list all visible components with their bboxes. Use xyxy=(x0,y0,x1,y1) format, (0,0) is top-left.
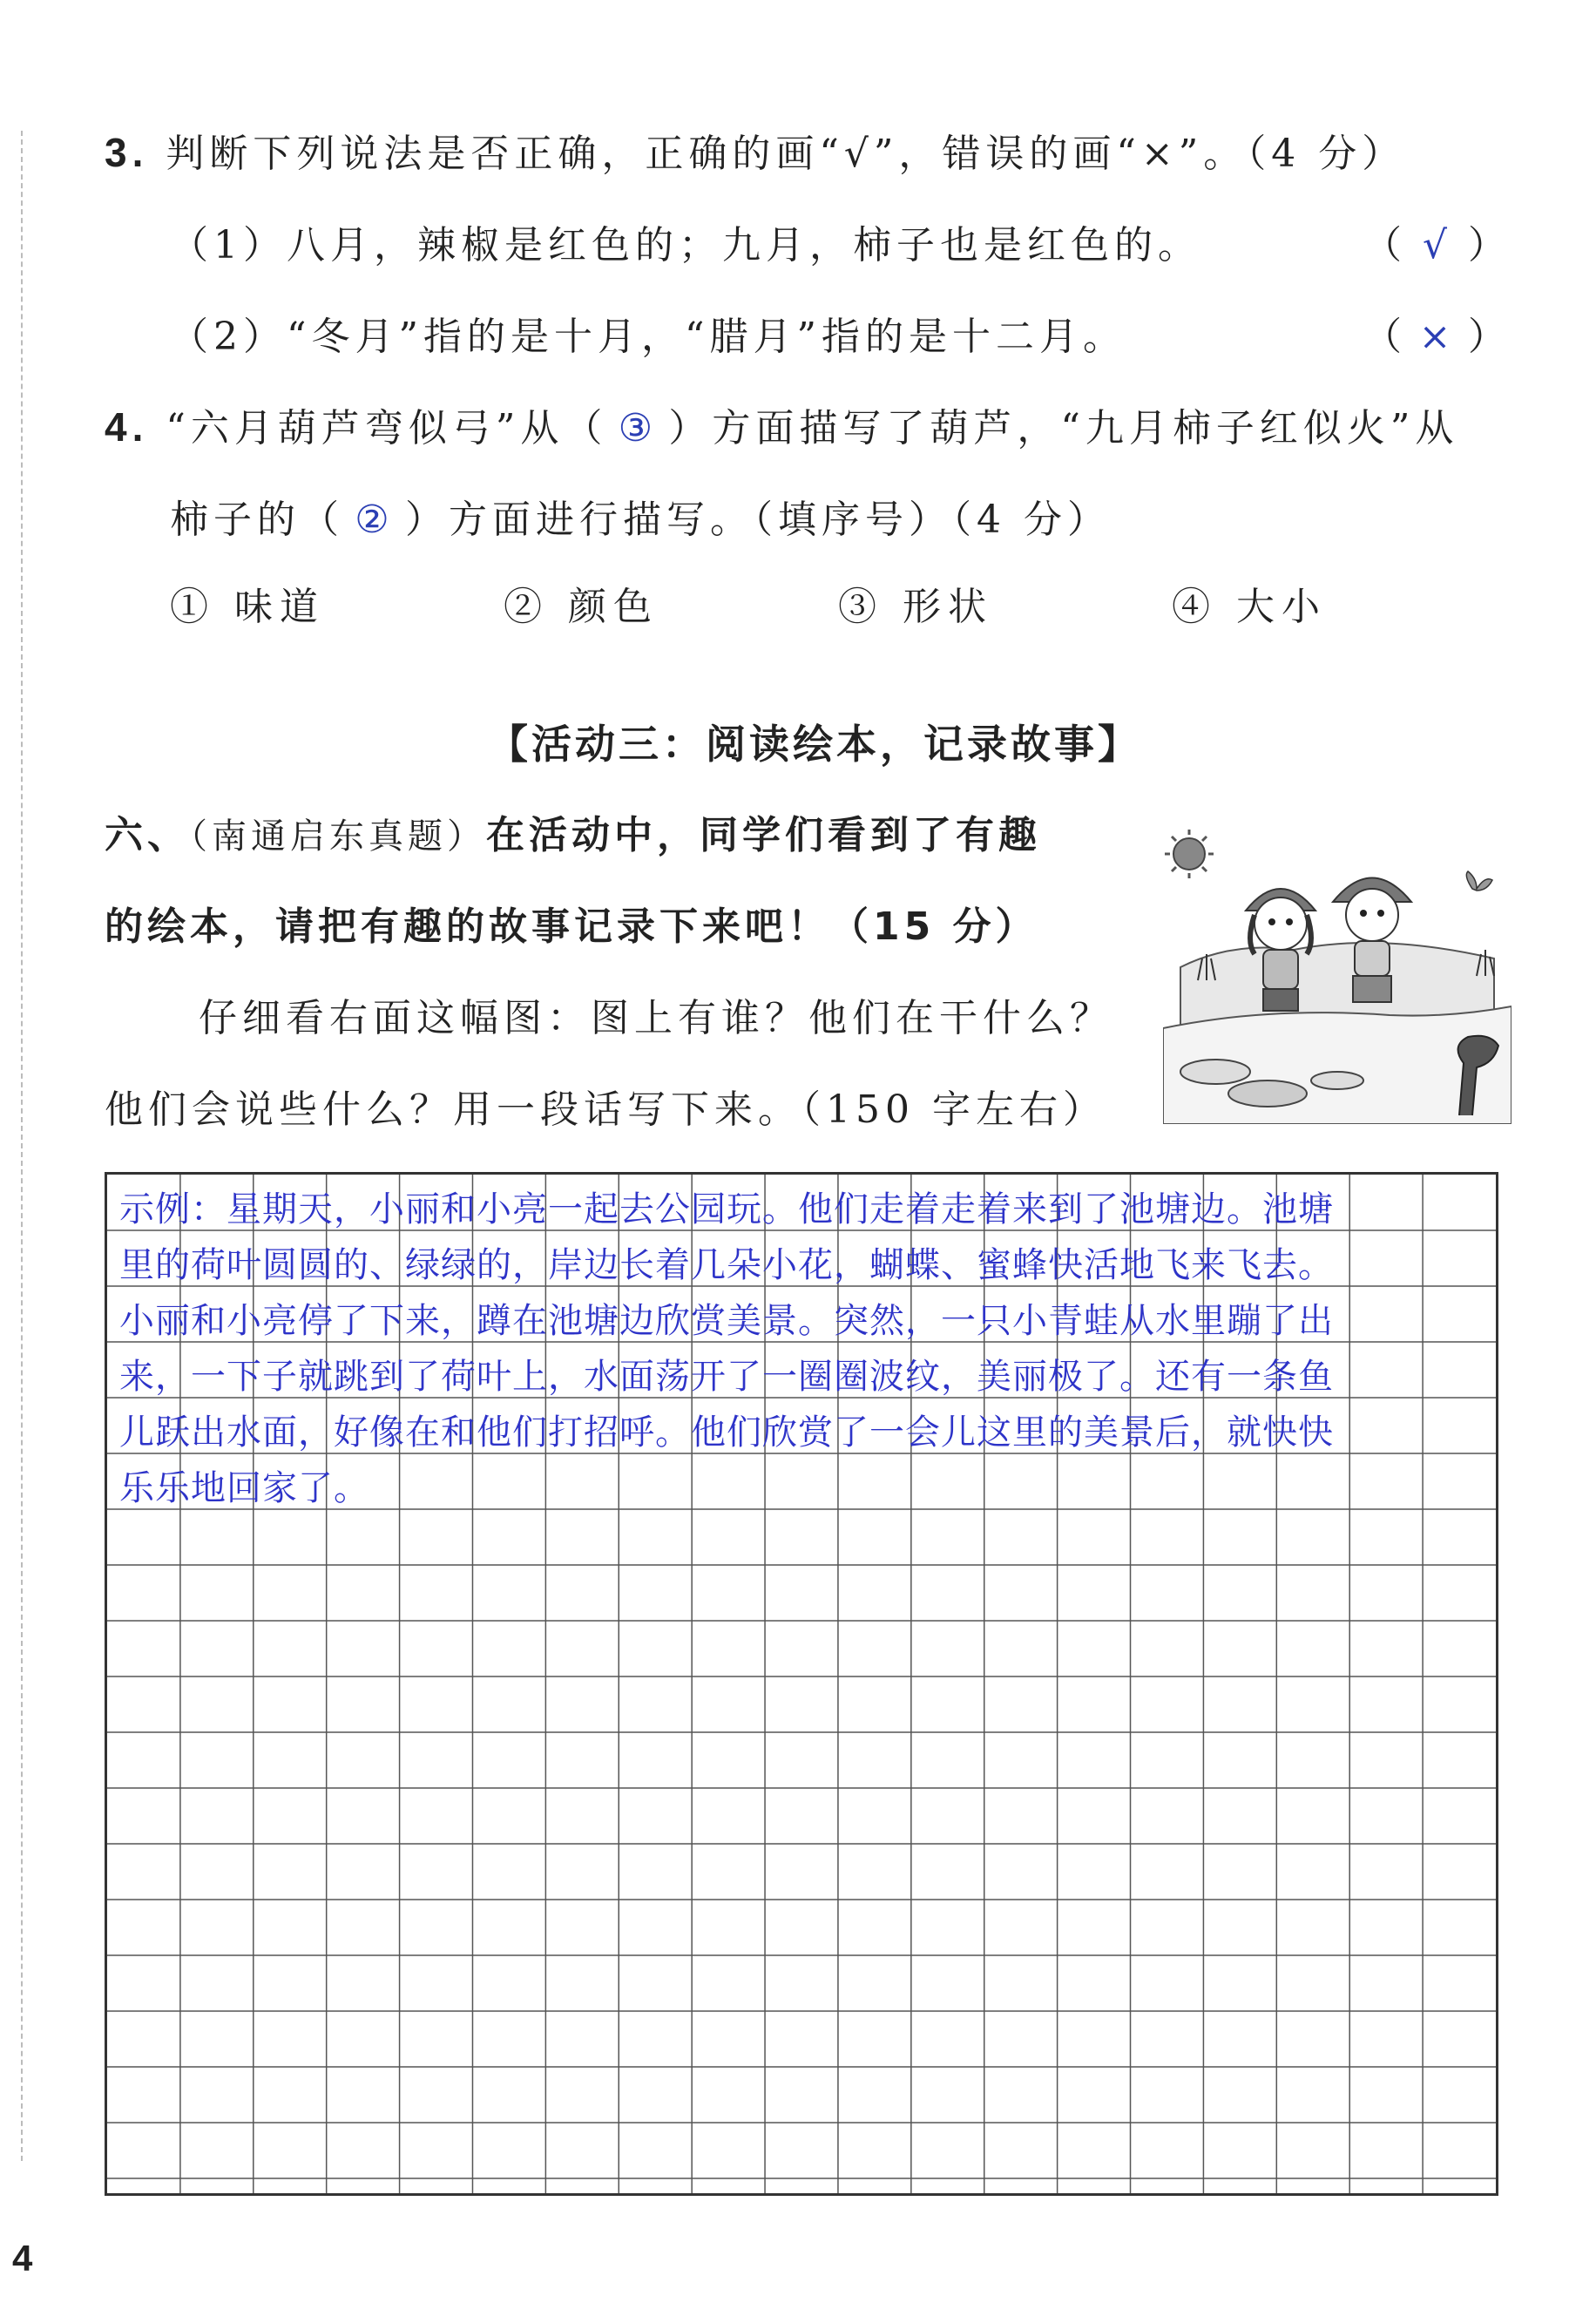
pond-illustration xyxy=(1163,828,1511,1124)
essay-answer xyxy=(107,1175,1501,1523)
essay-line: 示例：星期天，小丽和小亮一起去公园玩。他们走着走着来到了池塘边。池塘 xyxy=(119,1189,1334,1229)
writing-grid xyxy=(105,1172,1498,2196)
q6-source: （南通启东真题） xyxy=(190,816,486,857)
q3-item-1-text: （1）八月，辣椒是红色的；九月，柿子也是红色的。 xyxy=(170,223,1201,268)
q3-stem-text: 判断下列说法是否正确，正确的画“√”，错误的画“×”。（4 分） xyxy=(166,132,1406,176)
q3-item-1 xyxy=(170,213,1201,269)
q6-line-1 xyxy=(105,803,1041,859)
q4-answer-2: ② xyxy=(355,498,395,542)
q4-line-1 xyxy=(105,396,1458,452)
butterfly-icon xyxy=(1466,871,1492,891)
q3-item-2-answer: × xyxy=(1418,315,1457,359)
page-number: 4 xyxy=(12,2238,33,2279)
q4-line-2 xyxy=(170,488,1111,544)
q4-line-1-b: ）方面描写了葫芦，“九月柿子红似火”从 xyxy=(668,406,1459,450)
q3-item-1-answer: √ xyxy=(1422,223,1453,268)
activity-title: 【活动三：阅读绘本，记录故事】 xyxy=(488,721,1141,768)
q4-option-1: ① 味道 xyxy=(170,585,325,629)
q4-line-1-a: “六月葫芦弯似弓”从（ xyxy=(166,406,608,450)
q6-prompt-1: 仔细看右面这幅图：图上有谁？他们在干什么？ xyxy=(199,996,1113,1040)
q3-item-2-answer-box xyxy=(1363,305,1511,361)
q4-number: 4. xyxy=(105,404,149,450)
q3-number: 3. xyxy=(105,130,149,175)
paren-close: ） xyxy=(1468,223,1511,268)
essay-line: 儿跃出水面，好像在和他们打招呼。他们欣赏了一会儿这里的美景后，就快快 xyxy=(119,1412,1334,1453)
essay-line: 小丽和小亮停了下来，蹲在池塘边欣赏美景。突然，一只小青蛙从水里蹦了出 xyxy=(119,1301,1334,1341)
q3-item-2 xyxy=(170,305,1126,361)
paren-close: ） xyxy=(1468,315,1511,359)
q6-line-1-text: 在活动中，同学们看到了有趣 xyxy=(486,813,1041,857)
q3-item-2-text: （2）“冬月”指的是十月，“腊月”指的是十二月。 xyxy=(170,315,1126,359)
binding-margin-line xyxy=(21,131,23,2161)
q6-prompt-2: 他们会说些什么？用一段话写下来。（150 字左右） xyxy=(105,1087,1106,1132)
q4-option-4: ④ 大小 xyxy=(1172,585,1327,629)
paren-open: （ xyxy=(1363,223,1407,268)
essay-line: 来，一下子就跳到了荷叶上，水面荡开了一圈圈波纹，美丽极了。还有一条鱼 xyxy=(119,1357,1334,1397)
q6-line-2: 的绘本，请把有趣的故事记录下来吧！（15 分） xyxy=(105,904,1038,949)
q4-option-2: ② 颜色 xyxy=(504,585,659,629)
q3-stem xyxy=(105,122,1405,178)
sun-icon xyxy=(1165,830,1214,878)
q4-line-2-b: ）方面进行描写。（填序号）（4 分） xyxy=(405,498,1111,542)
q4-option-3: ③ 形状 xyxy=(838,585,993,629)
q6-number: 六、 xyxy=(105,813,190,857)
paren-open: （ xyxy=(1363,315,1407,359)
q4-line-2-a: 柿子的（ xyxy=(170,498,344,542)
essay-line: 里的荷叶圆圆的、绿绿的，岸边长着几朵小花，蝴蝶、蜜蜂快活地飞来飞去。 xyxy=(119,1245,1334,1285)
q4-answer-1: ③ xyxy=(618,406,659,450)
essay-line: 乐乐地回家了。 xyxy=(119,1468,369,1508)
q3-item-1-answer-box xyxy=(1363,213,1511,269)
